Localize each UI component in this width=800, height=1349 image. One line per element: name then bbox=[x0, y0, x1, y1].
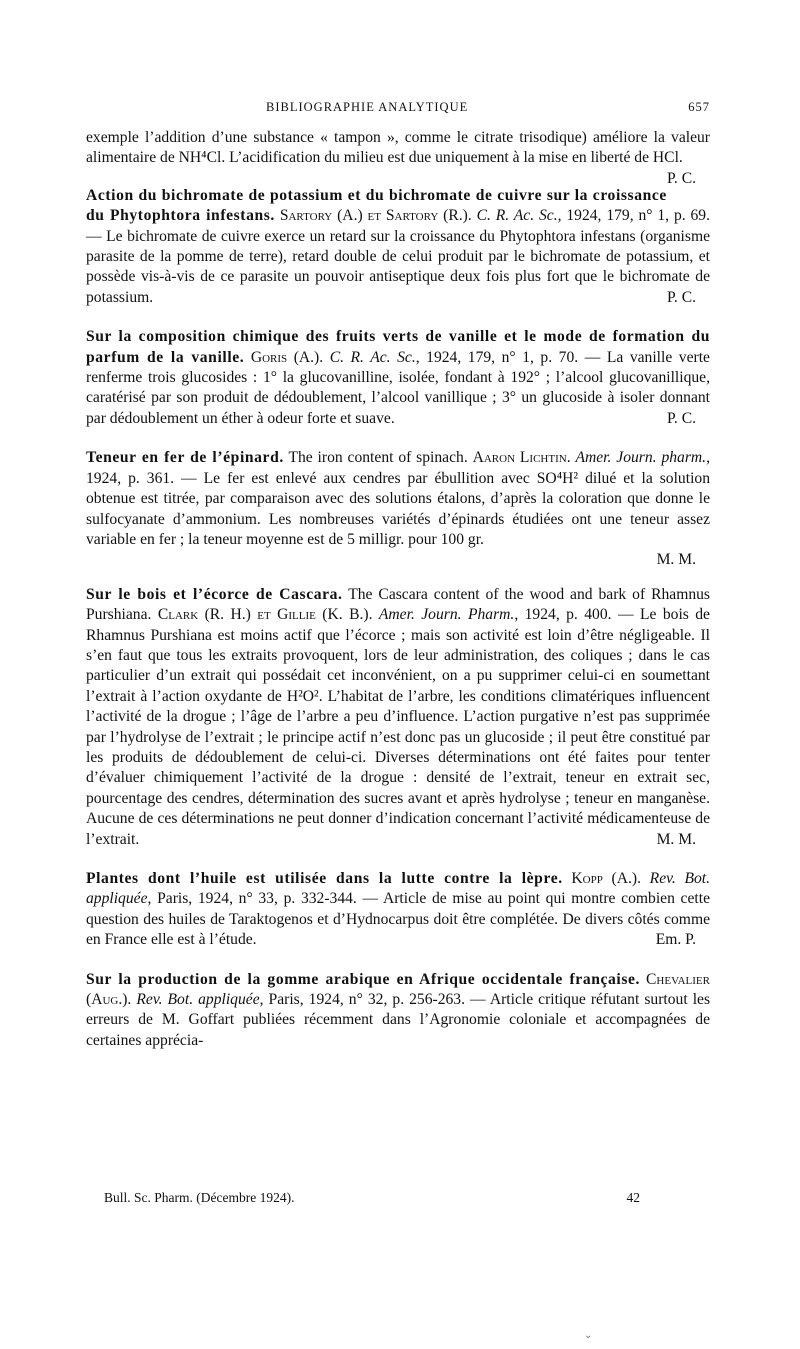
entry-author: Sartory (A.) et Sartory (R.). bbox=[279, 207, 472, 225]
entry-source: C. R. Ac. Sc. bbox=[476, 207, 558, 225]
entry-signature: M. M. bbox=[656, 830, 696, 848]
entry-vanille bbox=[86, 327, 710, 429]
entry-source: Rev. Bot. appliquée bbox=[86, 870, 711, 908]
entry-source: Amer. Journ. pharm. bbox=[575, 449, 707, 467]
entry-bichromate bbox=[86, 186, 710, 308]
entry-citation: , Paris, 1924, n° 32, p. 256-263. — bbox=[259, 991, 486, 1009]
entry-body: Article critique réfutant surtout les erreurs de M. Goffart publiées récemment dans l’Agronomie coloniale et accompagnées de certaines apprécia- bbox=[86, 991, 711, 1049]
entry-author: Clark (R. H.) et Gillie (K. B.). bbox=[157, 606, 373, 624]
entry-title: Sur la production de la gomme arabique en Afrique occidentale française. bbox=[86, 970, 641, 988]
entry-body: exemple l’addition d’une substance « tampon », comme le citrate trisodique) améliore la valeur alimentaire de NH⁴Cl. L’acidification du milieu est due uniquement à la mise en liberté de HCl. bbox=[86, 129, 710, 167]
entry-citation: , Paris, 1924, n° 33, p. 332-344. — bbox=[147, 890, 379, 908]
entry-title: Teneur en fer de l’épinard. bbox=[86, 449, 284, 467]
entry-cascara bbox=[86, 585, 710, 850]
entry-title: Sur le bois et l’écorce de Cascara. bbox=[86, 585, 343, 603]
entry-body: Le fer est enlevé aux cendres par ébullition avec SO⁴H² dilué et la solution obtenue est titrée, par comparaison avec des solutions étalons, d’après la coloration que donne le sulfocyanate d’ammonium. Les nombreuses variétés d’épinards étudiées ont une teneur assez variable en fer ; la teneur moyenne est de 5 milligr. pour 100 gr. bbox=[86, 469, 710, 548]
entry-signature: P. C. bbox=[666, 409, 696, 427]
entry-body: Le bichromate de cuivre exerce un retard sur la croissance du Phytophtora infestans (organisme parasite de la pomme de terre), retard double de celui produit par le bichromate de potassium, et possède vis-à-vis de ce parasite un pouvoir antiseptique deux fois plus fort que le bichromate de potassium. bbox=[86, 227, 710, 306]
entry-title: Sur la composition chimique des fruits verts de vanille et le mode de formation du parfum de la vanille. bbox=[86, 328, 710, 366]
entry-source: Amer. Journ. Pharm. bbox=[378, 606, 515, 624]
article-list bbox=[86, 128, 710, 1070]
page-number: 657 bbox=[688, 100, 710, 114]
entry-citation: , 1924, p. 361. — bbox=[86, 449, 710, 487]
entry-signature: P. C. bbox=[666, 288, 696, 306]
entry-continuation bbox=[86, 128, 710, 187]
entry-citation: , 1924, p. 400. — bbox=[514, 606, 634, 624]
entry-author: Goris (A.). bbox=[250, 348, 324, 366]
entry-signature: P. C. bbox=[666, 169, 696, 187]
entry-source: Rev. Bot. appliquée bbox=[136, 991, 260, 1009]
entry-lepre bbox=[86, 869, 710, 951]
entry-signature: M. M. bbox=[656, 551, 696, 569]
entry-title: Plantes dont l’huile est utilisée dans la lutte contre la lèpre. bbox=[86, 870, 563, 887]
entry-author: Chevalier (Aug.). bbox=[86, 970, 710, 1009]
entry-author: Aaron Lichtin. bbox=[472, 449, 571, 467]
entry-subtitle: The Cascara content of the wood and bark of Rhamnus Purshiana. bbox=[86, 585, 710, 624]
bottom-mark: ⌄ bbox=[584, 1330, 593, 1341]
entry-body: La vanille verte renferme trois glucosides : 1° la glucovanilline, isolée, fondant à 192° ; l’alcool glucovanillique, caratérisé par son produit de dédoublement, l’alcool vanillique ; 3° un glucoside à isoler donnant par dédoublement un éther à odeur forte et suave. bbox=[86, 348, 710, 427]
entry-body: Article de mise au point qui montre combien cette question des huiles de Taraktogenos et d’Hydnocarpus doit être complétée. De divers côtés comme en France elle est à l’étude. bbox=[86, 890, 710, 949]
entry-signature: Em. P. bbox=[655, 931, 696, 949]
journal-reference: Bull. Sc. Pharm. (Décembre 1924). bbox=[104, 1190, 295, 1205]
entry-gomme bbox=[86, 970, 710, 1052]
entry-citation: , 1924, 179, n° 1, p. 70. — bbox=[415, 348, 601, 366]
entry-subtitle: The iron content of spinach. bbox=[288, 449, 468, 467]
signature-number: 42 bbox=[626, 1190, 640, 1205]
running-head-title: BIBLIOGRAPHIE ANALYTIQUE bbox=[266, 100, 469, 114]
entry-source: C. R. Ac. Sc. bbox=[329, 348, 416, 366]
entry-author: Kopp (A.). bbox=[571, 870, 641, 887]
entry-body: Le bois de Rhamnus Purshiana est moins actif que l’écorce ; mais son activité est loin d’être négligeable. Il s’en faut que tous les extraits provoquent, lors de leur administration, des coliques ; dans le cas particulier d’un extrait qui possédait cet inconvénient, on a pu supprimer celui-ci en soumettant l’extrait à l’action oxydante de H²O². L’habitat de l’arbre, les conditions climatériques influencent l’activité de la drogue ; l’âge de l’arbre a peu d’influence. L’action purgative n’est pas supprimée par l’hydrolyse de l’extrait ; le principe actif n’est donc pas un glucoside ; il peut être constitué par les produits de dédoublement de celui-ci. Diverses déterminations ont été faites pour tenter d’évaluer chimiquement l’activité de la drogue : densité de l’extrait, teneur en extrait sec, pourcentage des cendres, détermination des sucres avant et après hydrolyse ; teneur en manganèse. Aucune de ces déterminations ne peut donner d’indication concernant l’activité médicamenteuse de l’extrait. bbox=[86, 606, 710, 848]
entry-citation: , 1924, 179, n° 1, p. 69. — bbox=[86, 207, 710, 245]
entry-epinard bbox=[86, 448, 710, 570]
running-head bbox=[86, 96, 710, 118]
entry-title: Action du bichromate de potassium et du bichromate de cuivre sur la croissance du Phytophtora infestans. bbox=[86, 186, 667, 225]
